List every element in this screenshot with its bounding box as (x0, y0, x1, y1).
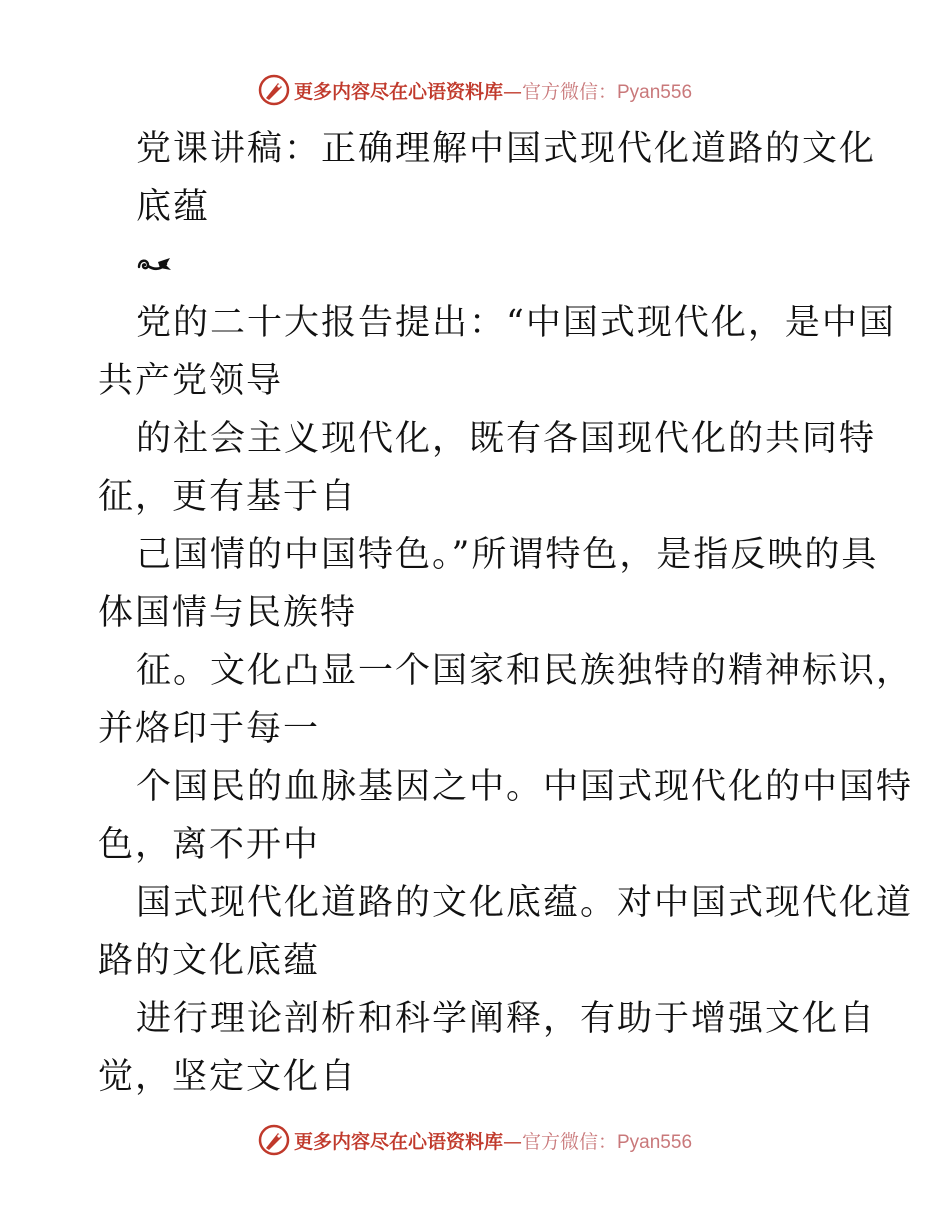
watermark-text (294, 77, 692, 104)
watermark-text (294, 1127, 692, 1154)
body-line: 进行理论剖析和科学阐释，有助于增强文化自 (136, 999, 877, 1039)
watermark-wechat-label: 官方微信： (521, 1130, 617, 1153)
body-line: 觉，坚定文化自 (98, 1057, 358, 1097)
body-line: 色，离不开中 (98, 825, 321, 865)
fleuron-icon (136, 254, 174, 276)
paragraph (98, 294, 914, 1106)
body-line: 己国情的中国特色。”所谓特色，是指反映的具 (136, 535, 879, 575)
body-line: 并烙印于每一 (98, 709, 321, 749)
document-title-line-2: 底蕴 (136, 187, 211, 227)
ornament (98, 236, 878, 294)
pen-nib-logo-icon (258, 1124, 290, 1156)
body-line: 征，更有基于自 (98, 477, 358, 517)
body-line: 征。文化凸显一个国家和民族独特的精神标识， (136, 651, 914, 691)
document-title-line-1: 党课讲稿：正确理解中国式现代化道路的文化 (136, 129, 877, 169)
body-line: 体国情与民族特 (98, 593, 358, 633)
document-body (98, 120, 914, 1106)
body-line: 共产党领导 (98, 361, 284, 401)
watermark-wechat-id: Pyan556 (617, 1131, 693, 1153)
footer-watermark (0, 1120, 950, 1160)
pen-nib-logo-icon (258, 74, 290, 106)
header-watermark (0, 70, 950, 110)
body-line: 个国民的血脉基因之中。中国式现代化的中国特 (136, 767, 914, 807)
watermark-site: 更多内容尽在心语资料库 (293, 80, 503, 103)
watermark-site: 更多内容尽在心语资料库 (293, 1130, 503, 1153)
watermark-separator: — (502, 1130, 522, 1153)
watermark-wechat-label: 官方微信： (521, 80, 617, 103)
body-line: 国式现代化道路的文化底蕴。对中国式现代化道 (136, 883, 914, 923)
watermark-separator: — (502, 80, 522, 103)
body-line: 路的文化底蕴 (98, 941, 321, 981)
body-line: 党的二十大报告提出：“中国式现代化，是中国 (136, 303, 896, 343)
body-line: 的社会主义现代化，既有各国现代化的共同特 (136, 419, 877, 459)
watermark-wechat-id: Pyan556 (617, 81, 693, 103)
